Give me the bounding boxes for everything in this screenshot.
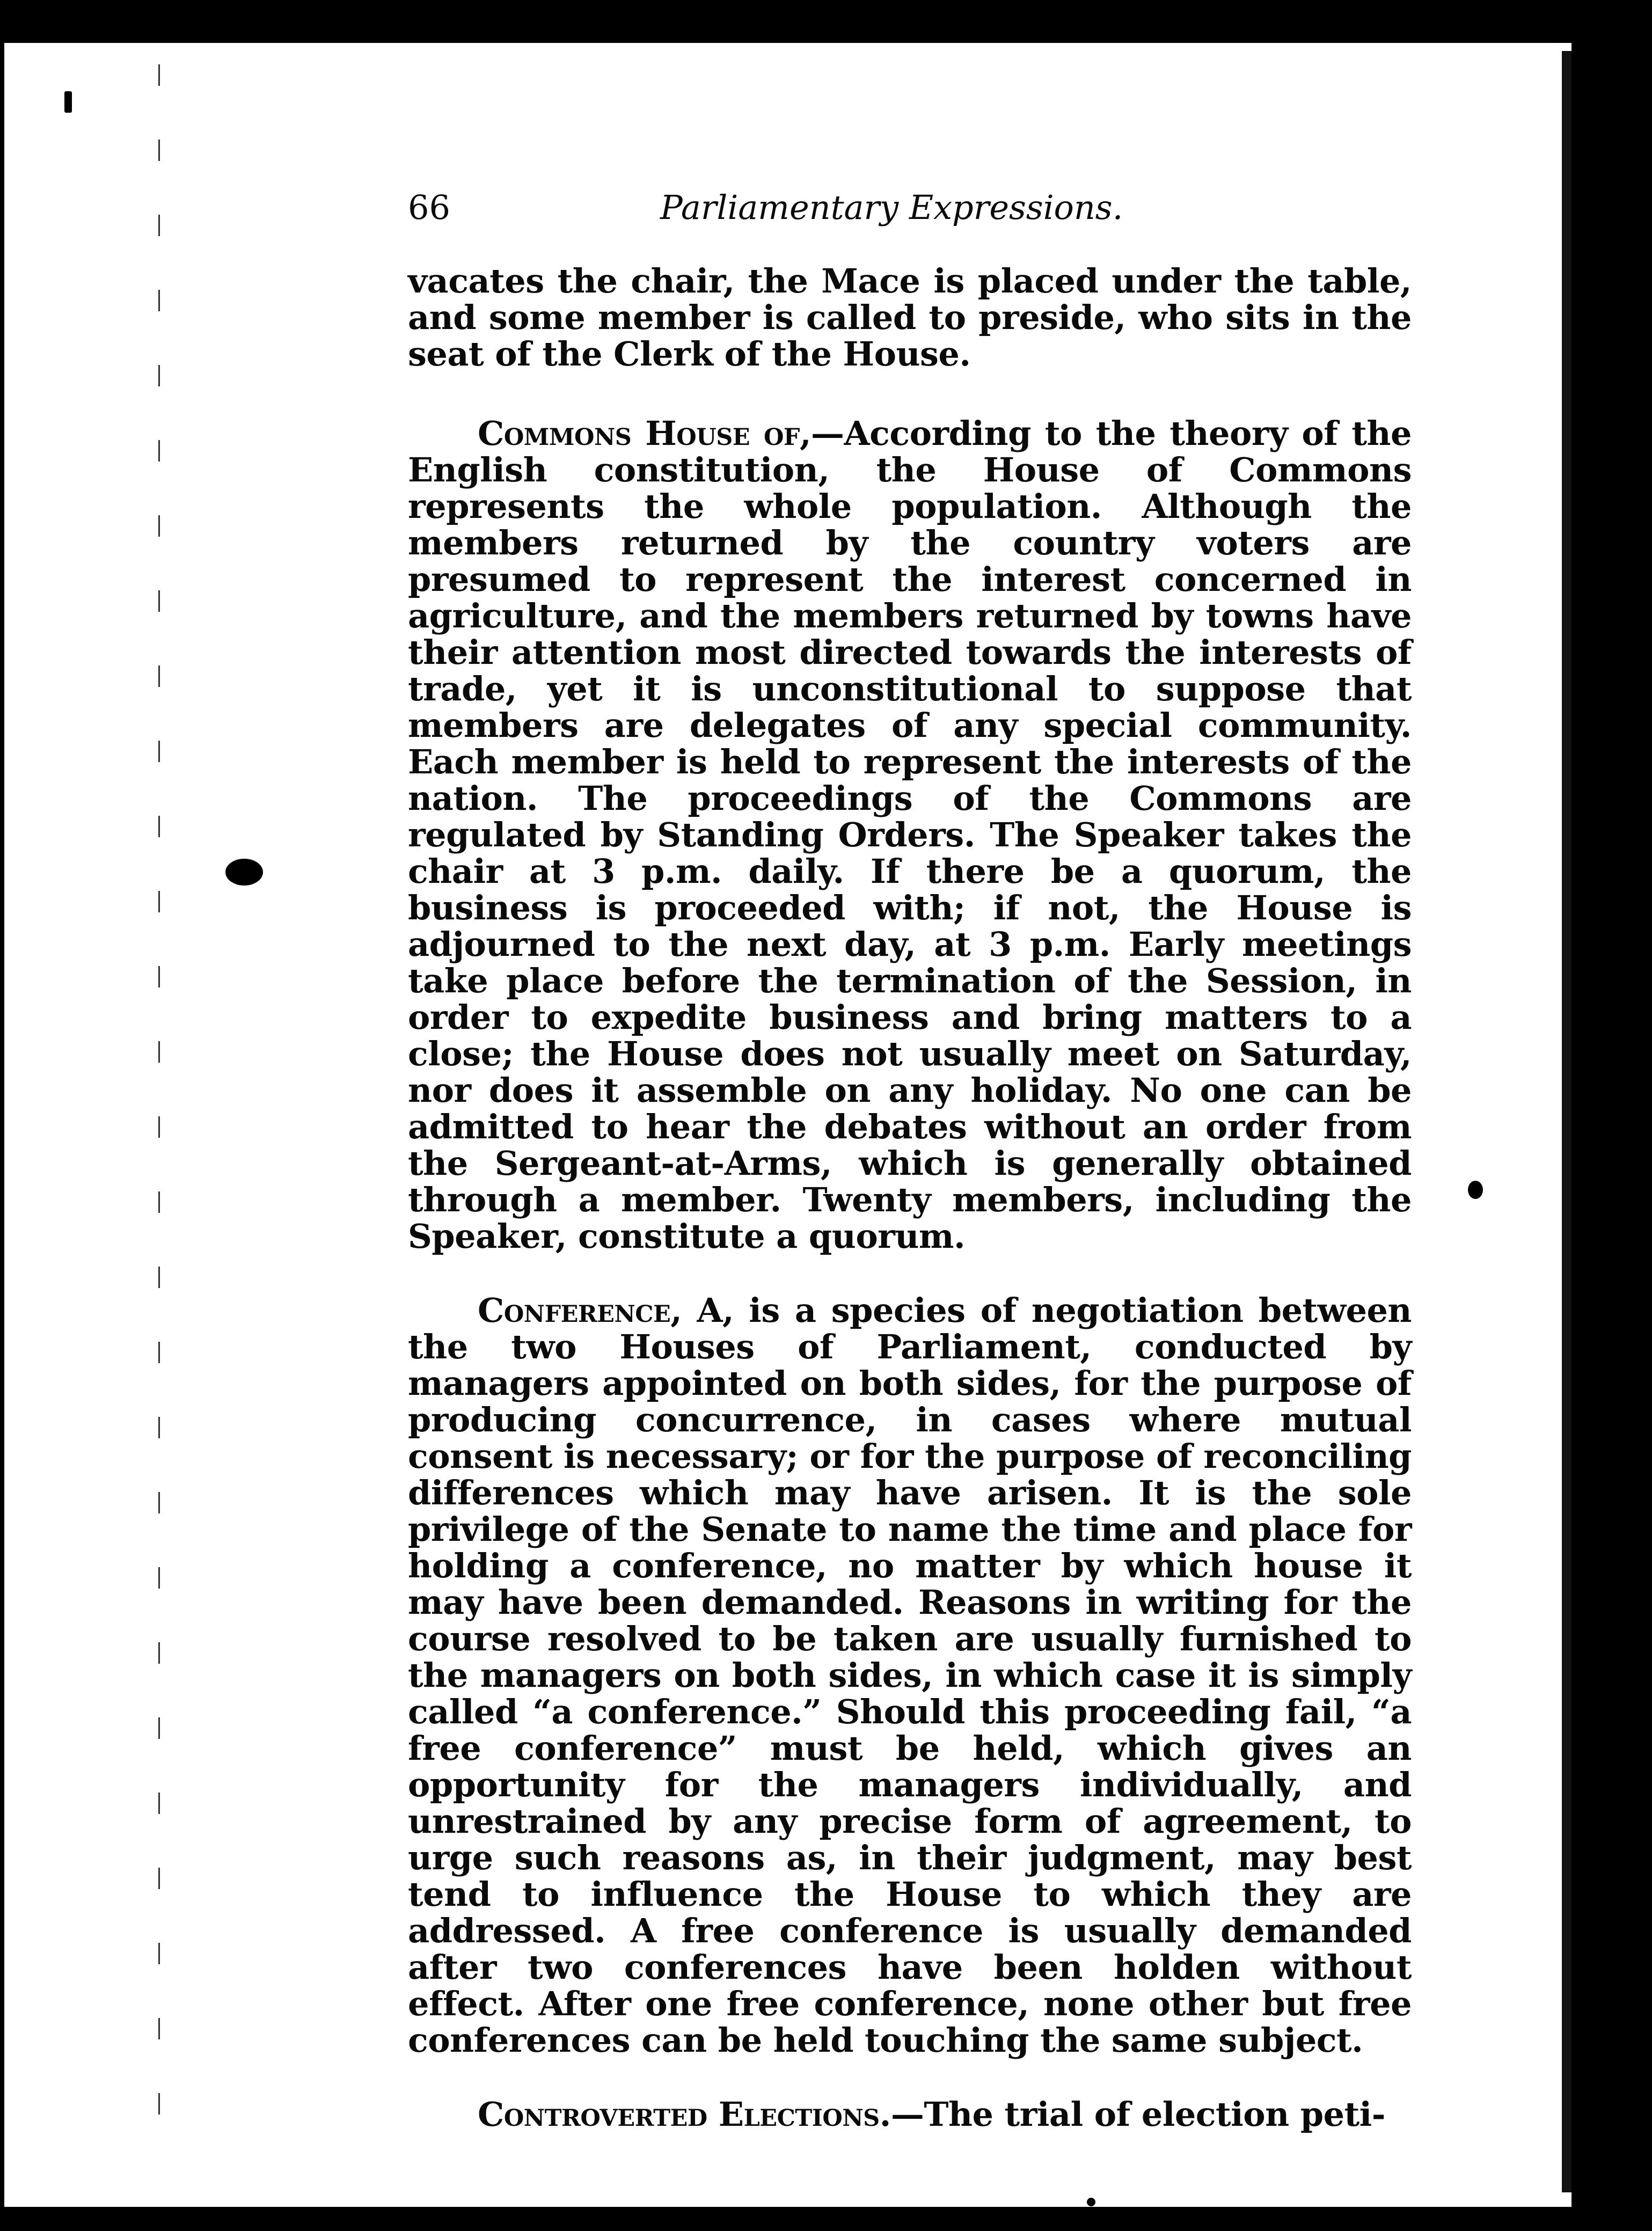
entry-heading: Commons House of, xyxy=(478,414,812,453)
running-title: Parliamentary Expressions. xyxy=(660,188,1123,227)
scan-border-bottom xyxy=(0,2207,1652,2231)
paragraph-text: vacates the chair, the Mace is placed under the table, and some member is called to preside, who sits in the seat of the Clerk of the House. xyxy=(408,261,1412,374)
entry-heading: Controverted Elections. xyxy=(478,2095,891,2134)
paragraph-text: A, is a species of negotiation between the two Houses of Parliament, conducted by managers appointed on both sides, for the purpose of producing concurrence, in cases where mutual consent is necessary; or for the purpose of reconciling differences which may have arisen. It is the sole privilege of the Senate to name the time and place for holding a conference, no matter by which house it may have been demanded. Reasons in writing for the course resolved to be taken are usually furnished to the managers on both sides, in which case it is simply called “a conference.” Should this proceeding fail, “a free conference” must be held, which gives an opportunity for the managers individually, and unrestrained by any precise form of agreement, to urge such reasons as, in their judgment, may best tend to influence the House to which they are addressed. A free conference is usually demanded after two conferences have been holden without effect. After one free conference, none other but free conferences can be held touching the same subject. xyxy=(408,1291,1412,2060)
entry-heading: Conference, xyxy=(478,1291,682,1330)
scan-border-right xyxy=(1571,0,1652,2231)
ink-speck xyxy=(1087,2198,1095,2206)
paragraph-controverted-elections xyxy=(408,2096,1412,2133)
ink-speck xyxy=(1468,1181,1483,1199)
scan-page-edge xyxy=(1562,51,1571,2192)
running-head xyxy=(408,188,1412,231)
ink-blot xyxy=(225,859,263,886)
paragraph-text: —The trial of election peti- xyxy=(890,2095,1385,2134)
scan-gutter-marks xyxy=(158,64,160,2157)
page-number: 66 xyxy=(408,188,450,227)
scan-border-top xyxy=(0,0,1652,43)
paragraph-conference xyxy=(408,1292,1412,2059)
paragraph-continuation xyxy=(408,263,1412,372)
paragraph-commons-house xyxy=(408,415,1412,1255)
paragraph-text: —According to the theory of the English constitution, the House of Commons represents the whole population. Although the members returned by the country voters are presumed to represent the interest concerned in agriculture, and the members returned by towns have their attention most directed towards the interests of trade, yet it is unconstitutional to suppose that members are delegates of any special community. Each member is held to represent the interests of the nation. The proceedings of the Commons are regulated by Standing Orders. The Speaker takes the chair at 3 p.m. daily. If there be a quorum, the business is proceeded with; if not, the House is adjourned to the next day, at 3 p.m. Early meetings take place before the termination of the Session, in order to expedite business and bring matters to a close; the House does not usually meet on Saturday, nor does it assemble on any holiday. No one can be admitted to hear the debates without an order from the Sergeant-at-Arms, which is generally obtained through a member. Twenty members, including the Speaker, constitute a quorum. xyxy=(408,414,1412,1256)
ink-speck xyxy=(64,91,72,113)
scan-border-left xyxy=(0,0,4,2231)
book-page xyxy=(408,188,1412,2133)
